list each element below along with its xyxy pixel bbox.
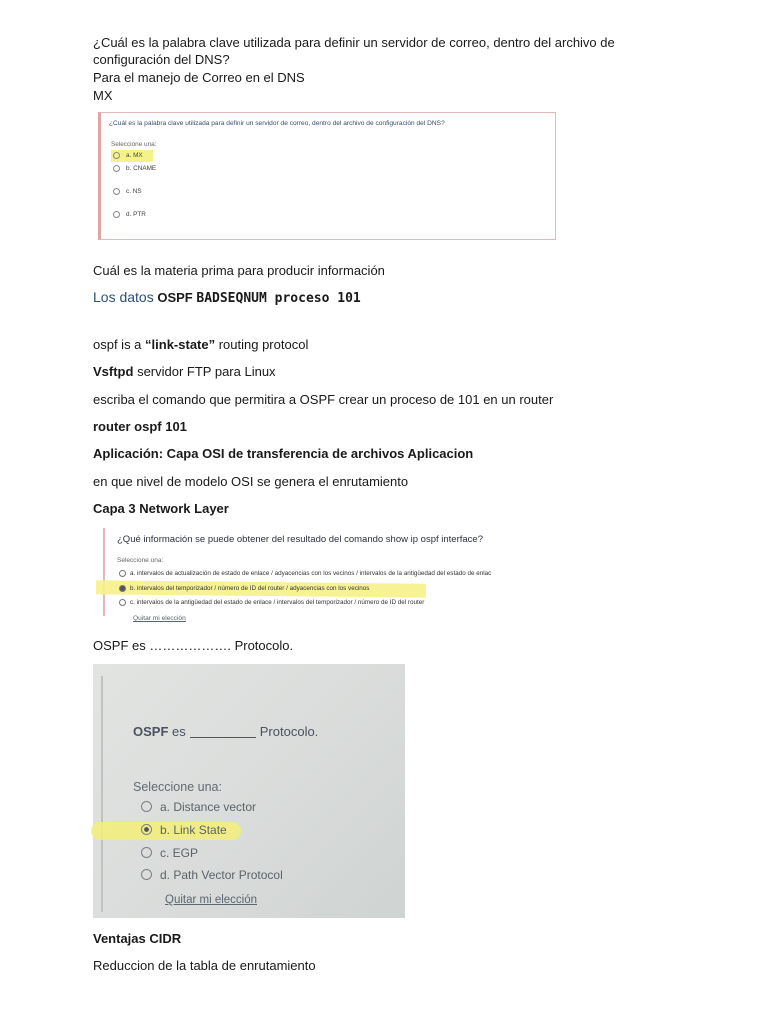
osi-question: en que nivel de modelo OSI se genera el enrutamiento	[93, 474, 409, 489]
divider	[103, 528, 105, 616]
answer-datos: Los datos	[93, 289, 154, 305]
cidr-heading: Ventajas CIDR	[93, 931, 182, 946]
radio-icon	[141, 801, 152, 812]
ospf-protocol-question: OSPF es ………………. Protocolo.	[93, 638, 294, 653]
radio-icon	[113, 152, 120, 159]
answer-explanation: Para el manejo de Correo en el DNS	[93, 70, 305, 85]
option-c: c. EGP	[141, 846, 198, 860]
badseqnum-text: BADSEQNUM proceso 101	[196, 291, 361, 306]
vsftpd-line: Vsftpd servidor FTP para Linux	[93, 364, 276, 379]
option-a: a. intervalos de actualización de estado de enlace / adyacencias con los vecinos / intervalos de la antigüedad del estado de enlac	[119, 570, 491, 577]
question-dns-mail-line1: ¿Cuál es la palabra clave utilizada para definir un servidor de correo, dentro del archivo de	[93, 35, 615, 50]
option-b: b. CNAME	[113, 165, 156, 172]
blank-line	[190, 737, 256, 738]
quiz-card	[101, 676, 405, 912]
quiz-question: ¿Qué información se puede obtener del resultado del comando show ip ospf interface?	[117, 534, 483, 545]
quiz-question: ¿Cuál es la palabra clave utilizada para definir un servidor de correo, dentro del archivo de configuración del DNS?	[109, 120, 445, 127]
quiz-screenshot-ospf-interface	[93, 524, 557, 628]
radio-icon	[119, 599, 126, 606]
option-d: d. PTR	[113, 211, 146, 218]
cmd-answer: router ospf 101	[93, 419, 187, 434]
cmd-question: escriba el comando que permitira a OSPF crear un proceso de 101 en un router	[93, 392, 554, 407]
option-a: a. Distance vector	[141, 800, 256, 814]
option-d: d. Path Vector Protocol	[141, 868, 283, 882]
radio-icon	[141, 847, 152, 858]
quiz-question: OSPF es Protocolo.	[133, 724, 319, 739]
radio-icon	[113, 211, 120, 218]
answer-mx: MX	[93, 88, 113, 103]
option-a: a. MX	[113, 152, 143, 159]
question-raw-material: Cuál es la materia prima para producir información	[93, 263, 385, 278]
select-label: Seleccione una:	[133, 780, 222, 794]
option-b: b. intervalos del temporizador / número de ID del router / adyacencias con los vecinos	[119, 585, 369, 592]
option-b: b. Link State	[141, 823, 227, 837]
application-line: Aplicación: Capa OSI de transferencia de archivos Aplicacion	[93, 446, 474, 461]
radio-icon	[113, 165, 120, 172]
radio-icon	[113, 188, 120, 195]
radio-checked-icon	[141, 824, 152, 835]
ospf-link-state-line: ospf is a “link-state” routing protocol	[93, 337, 309, 352]
radio-icon	[119, 570, 126, 577]
radio-checked-icon	[119, 585, 126, 592]
ospf-label: OSPF	[157, 290, 193, 305]
option-c: c. intervalos de la antigüedad del estado de enlace / intervalos del temporizador / número de ID del router	[119, 599, 424, 606]
option-c: c. NS	[113, 188, 142, 195]
quiz-screenshot-dns	[98, 112, 556, 240]
select-label: Seleccione una:	[117, 557, 164, 564]
clear-choice-link: Quitar mi elección	[165, 894, 258, 906]
osi-answer: Capa 3 Network Layer	[93, 501, 229, 516]
question-dns-mail-line2: configuración del DNS?	[93, 52, 230, 67]
answer-datos-line	[93, 289, 361, 307]
radio-icon	[141, 869, 152, 880]
clear-choice-link: Quitar mi elección	[133, 615, 186, 622]
quiz-screenshot-ospf-protocol	[93, 664, 405, 918]
select-label: Seleccione una:	[111, 141, 157, 148]
cidr-answer: Reduccion de la tabla de enrutamiento	[93, 958, 316, 973]
